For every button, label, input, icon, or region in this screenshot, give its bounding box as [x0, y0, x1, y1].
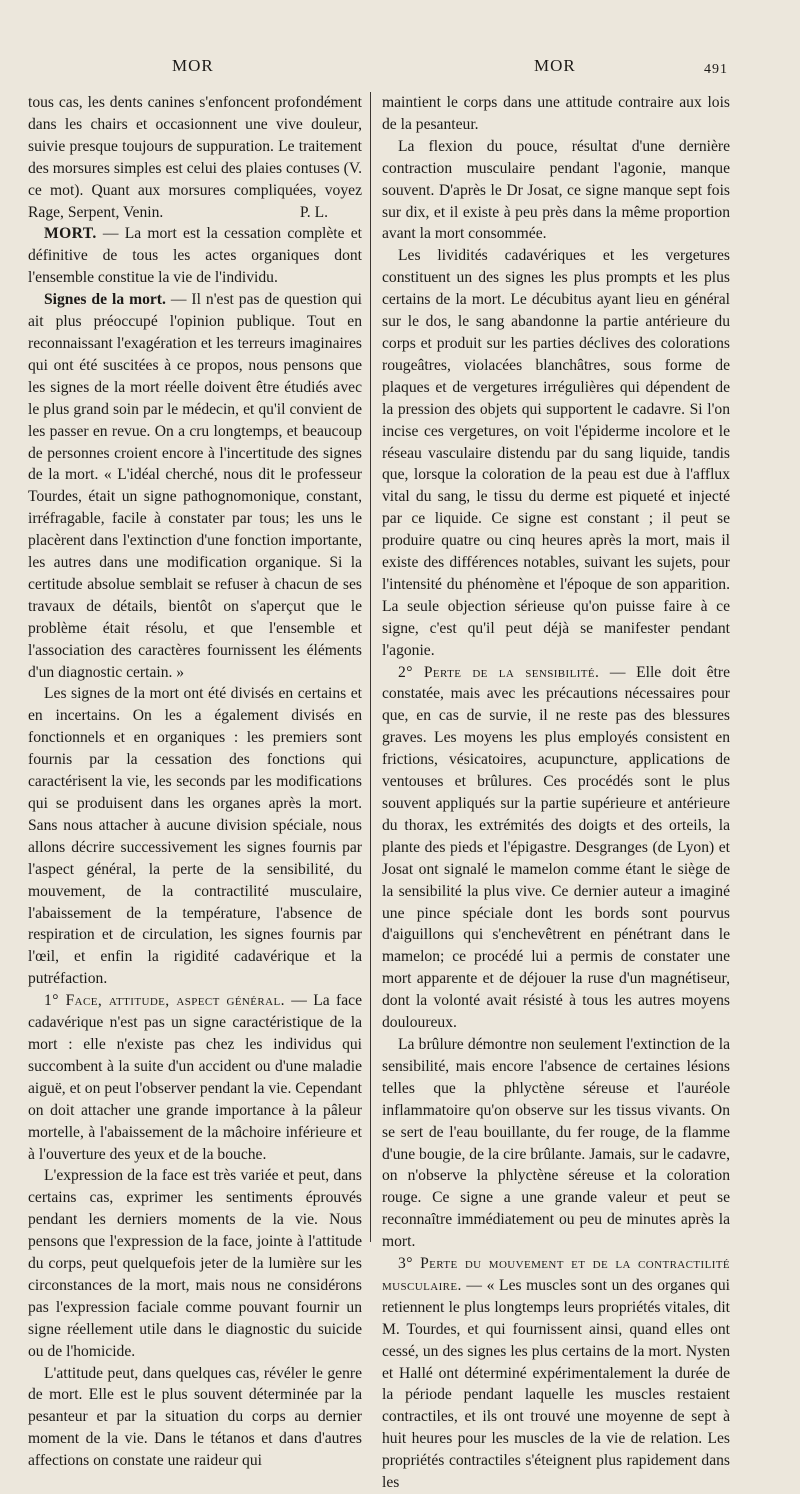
paragraph-brulure: La brûlure démontre non seulement l'extinction de la sensibilité, mais encore l'absence de certaines lésions telles que la phlyctène séreuse et l'auréole inflammatoire qu'on observe sur les tissus vivants. On se sert de l'eau bouillante, du fer rouge, de la flamme d'une bougie, de la cire brûlante. Jamais, sur le cadavre, on n'observe la phlyctène séreuse et la coloration rouge. Ce signe a une grande valeur et peut se reconnaître immédiatement ou peu de minutes après la mort. — [382, 1035, 730, 1251]
right-column — [382, 92, 730, 1494]
paragraph-sensibilite — [382, 662, 730, 1034]
paragraph-text: — Elle doit être constatée, mais avec les précautions nécessaires pour que, en cas de survie, il ne reste pas des blessures graves. Les moyens les plus employés consistent en frictions, vésicatoires, acupuncture, applications de ventouses et brûlures. Ces procédés sont le plus souvent appliqués sur la partie supérieure et antérieure du thorax, les extrémités des doigts et des orteils, la plante des pieds et l'épigastre. Desgranges (de Lyon) et Josat ont signalé le mamelon comme étant le siège de la sensibilité la plus vive. Ce dernier auteur a imaginé une pince spéciale dont les bords sont pourvus d'aiguillons qui s'enchevêtrent en pénétrant dans le mamelon; ce procédé lui a permis de constater une mort apparente et de déjouer la ruse d'un magnétiseur, dont la volonté avait résisté à tous les autres moyens douloureux. — [382, 663, 730, 1032]
author-signature: P. L. — [299, 203, 328, 221]
column-divider — [370, 92, 371, 1242]
running-head-left: MOR — [172, 56, 214, 75]
section-heading-mouvement: 3° Perte du mouvement et de la contractilité musculaire. — [382, 1255, 730, 1294]
paragraph-mouvement — [382, 1253, 730, 1494]
paragraph-lividites: Les lividités cadavériques et les vergetures constituent un des signes les plus prompts et les plus certains de la mort. Le décubitus ayant lieu en général sur le dos, le sang abandonne la partie antérieure du corps et produit sur les parties déclives des colorations rougeâtres, violacées blanchâtres, sous forme de plaques et de vergetures irrégulières qui dépendent de la pression des objets qui supportent le cadavre. Si l'on incise ces vergetures, on voit l'épiderme incolore et le réseau vasculaire distendu par du sang liquide, tandis que, lorsque la coloration de la peau est due à l'afflux vital du sang, le tissu du derme est piqueté et injecté par ce liquide. Ce signe est constant ; il peut se produire quatre ou cinq heures après la mort, mais il existe des différences notables, suivant les sujets, pour l'intensité du phénomène et l'époque de son apparition. La seule objection sérieuse qu'on puisse faire à ce signe, c'est qu'il peut déjà se manifester pendant l'agonie. — [382, 247, 730, 659]
section-heading-face: 1° Face, attitude, aspect général. — [44, 992, 285, 1010]
paragraph-text: — Il n'est pas de question qui ait plus préoccupé l'opinion publique. Tout en reconnaissant l'exagération et les terreurs imaginaires qui ont été suscitées à ce propos, nous pensons que les signes de la mort réelle doivent être étudiés avec le plus grand soin par le médecin, et qu'il convient de les passer en revue. On a cru longtemps, et beaucoup de personnes croient encore à l'incertitude des signes de la mort. « L'idéal cherché, nous dit le professeur Tourdes, était un signe pathognomonique, constant, irréfragable, facile à constater par tous; les uns le placèrent dans l'extinction d'une fonction importante, les autres dans une modification organique. Si la certitude absolue semblait se refuser à chacun de ses travaux de détails, bientôt on s'aperçut que le problème était résolu, et que l'ensemble et l'association des caractères fournissent les éléments d'un diagnostic certain. » — [28, 291, 362, 681]
running-head-right: MOR — [534, 56, 576, 75]
paragraph-attitude: L'attitude peut, dans quelques cas, révéler le genre de mort. Elle est le plus souvent déterminée par la pesanteur et par la situation du corps au dernier moment de la vie. Dans le tétanos et dans d'autres affections on constate une raideur qui — [28, 1364, 362, 1470]
section-heading-sensibilite: 2° Perte de la sensibilité. — [398, 663, 600, 681]
paragraph-expression: L'expression de la face est très variée et peut, dans certains cas, exprimer les sentiments éprouvés pendant les derniers moments de la vie. Nous pensons que l'expression de la face, jointe à l'attitude du corps, peut quelquefois jeter de la lumière sur les circonstances de la mort, mais nous ne considérons pas l'expression faciale comme pouvant fournir un signe réellement utile dans le diagnostic du suicide ou de l'homicide. — [28, 1167, 362, 1360]
paragraph-morsures: tous cas, les dents canines s'enfoncent profondément dans les chairs et occasionnent une vive douleur, suivie presque toujours de suppuration. Le traitement des morsures simples est celui des plaies contuses (V. ce mot). Quant aux morsures compliquées, voyez Rage, Serpent, Venin. — [28, 94, 362, 221]
left-column — [28, 92, 362, 1472]
paragraph-face — [28, 990, 362, 1165]
paragraph-division: Les signes de la mort ont été divisés en certains et en incertains. On les a également divisés en fonctionnels et en organiques : les premiers sont fournis par la cessation des fonctions qui caractérisent la vie, les seconds par les modifications qui se produisent dans les organes après la mort. Sans nous attacher à aucune division spéciale, nous allons décrire successivement les signes fournis par l'aspect général, la perte de la sensibilité, du mouvement, de la contractilité musculaire, l'abaissement de la température, l'absence de respiration et de circulation, les signes fournis par l'œil, et enfin la rigidité cadavérique et la putréfaction. — [28, 685, 362, 988]
entry-heading-mort: MORT. — [44, 225, 97, 243]
paragraph-mort-definition — [28, 223, 362, 289]
page-number: 491 — [704, 62, 728, 77]
paragraph-text: — La mort est la cessation complète et définitive de tous les actes organiques dont l'ensemble constitue la vie de l'individu. — [28, 225, 362, 287]
section-heading-signes: Signes de la mort. — [44, 291, 166, 309]
paragraph-text: — La face cadavérique n'est pas un signe caractéristique de la mort : elle n'existe pas chez les individus qui succombent à la suite d'un accident ou d'une maladie aiguë, et on peut l'observer pendant la vie. Cependant on doit attacher une grande importance à la pâleur mortelle, à l'abaissement de la mâchoire inférieure et à l'ouverture des yeux et de la bouche. — [28, 992, 362, 1163]
paragraph-text: — « Les muscles sont un des organes qui retiennent le plus longtemps leurs propriétés vitales, dit M. Tourdes, et qui fournissent ainsi, quand elles ont cessé, un des signes les plus certains de la mort. Nysten et Hallé ont déterminé expérimentalement la durée de la période pendant laquelle les muscles restaient contractiles, et ils ont trouvé une moyenne de sept à huit heures pour les muscles de la vie de relation. Les propriétés contractiles s'éteignent plus rapidement dans les — [382, 1276, 730, 1492]
paragraph-continuation: maintient le corps dans une attitude contraire aux lois de la pesanteur. — [382, 94, 730, 133]
paragraph-signes — [28, 289, 362, 683]
paragraph-flexion: La flexion du pouce, résultat d'une dernière contraction musculaire pendant l'agonie, manque souvent. D'après le Dr Josat, ce signe manque sept fois sur dix, et il existe à peu près dans la même proportion avant la mort consommée. — [382, 137, 730, 243]
